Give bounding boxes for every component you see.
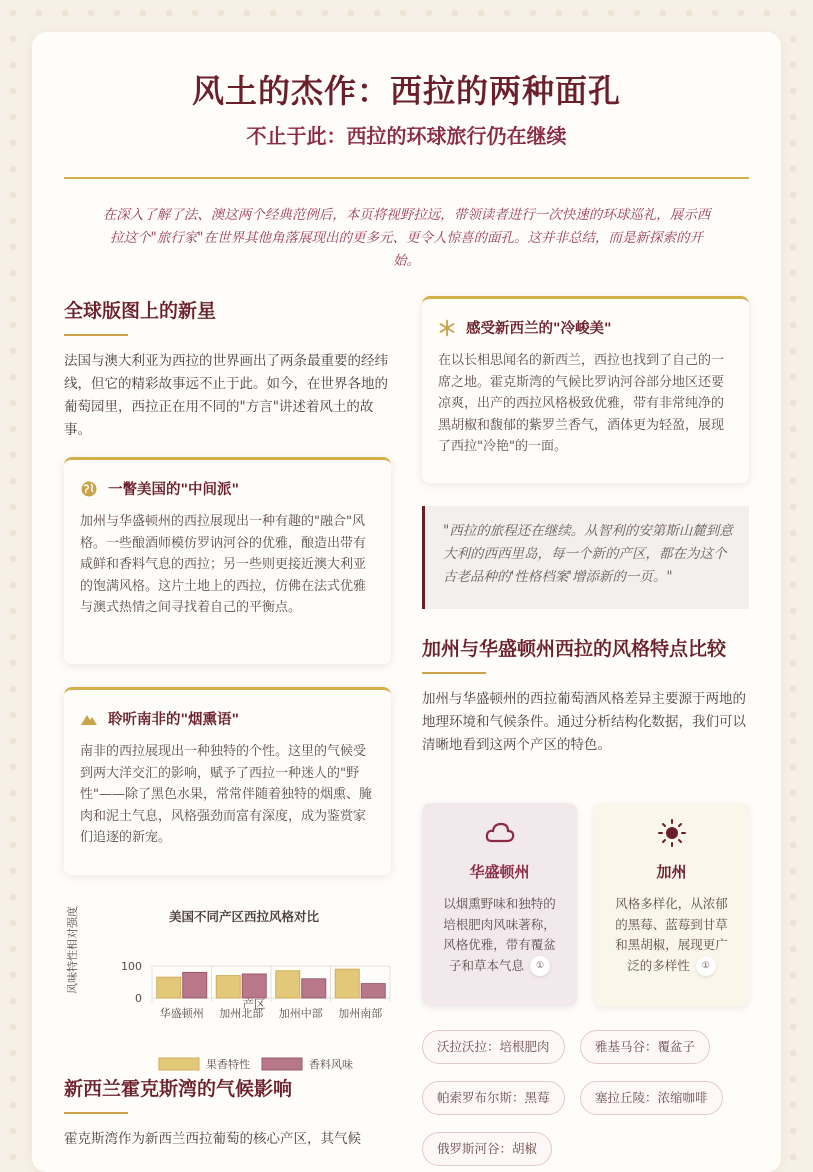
section-heading: 加州与华盛顿州西拉的风格特点比较 xyxy=(422,638,727,660)
section-global-stars xyxy=(64,294,391,442)
bar-spice xyxy=(242,974,266,998)
sun-icon xyxy=(656,819,688,847)
x-tick-label: 加州北部 xyxy=(219,1007,264,1020)
x-axis-label: 产区 xyxy=(242,997,266,1011)
flavor-tag[interactable]: 雅基马谷：覆盆子 xyxy=(580,1030,710,1064)
legend-swatch xyxy=(262,1058,302,1070)
card-new-zealand xyxy=(422,296,749,483)
region-description-text: 风格多样化，从浓郁的黑莓、蓝莓到甘草和黑胡椒，展现更广泛的多样性 xyxy=(615,896,728,973)
card-south-africa xyxy=(64,687,391,875)
region-name: 华盛顿州 xyxy=(469,863,530,881)
mountain-icon xyxy=(80,710,98,728)
section-heading: 新西兰霍克斯湾的气候影响 xyxy=(64,1078,293,1100)
blockquote: "西拉的旅程还在继续。从智利的安第斯山麓到意大利的西西里岛，每一个新的产区，都在为这个古老品种的'性格档案'增添新的一页。" xyxy=(422,506,749,609)
heading-underline xyxy=(64,1112,128,1114)
region-card-washington xyxy=(422,803,577,1006)
heading-underline xyxy=(64,334,128,336)
globe-icon xyxy=(80,480,98,498)
bar-chart xyxy=(64,898,394,1071)
card-text: 加州与华盛顿州的西拉展现出一种有趣的"融合"风格。一些酿酒师模仿罗讷河谷的优雅，酿造出带有咸鲜和香料气息的西拉；另一些则更接近澳大利亚的饱满风格。这片土地上的西拉，仿佛在法式优雅与澳式热情之间寻找着自己的平衡点。 xyxy=(80,514,367,615)
card-title: 聆听南非的"烟熏语" xyxy=(108,712,240,728)
section-nz-climate xyxy=(64,1072,391,1151)
card-usa xyxy=(64,457,391,664)
chart-title: 美国不同产区西拉风格对比 xyxy=(168,909,320,924)
section-text: 霍克斯湾作为新西兰西拉葡萄的核心产区，其气候 xyxy=(64,1131,361,1147)
x-tick-label: 加州南部 xyxy=(338,1007,383,1020)
section-comparison xyxy=(422,632,749,757)
bar-fruit xyxy=(276,971,300,998)
intro-text: 在深入了解了法、澳这两个经典范例后，本页将视野拉远，带领读者进行一次快速的环球巡礼，展示西拉这个"旅行家"在世界其他角落展现出的更多元、更令人惊喜的面孔。这并非总结，而是新探索的开始。 xyxy=(102,207,711,269)
cloud-icon xyxy=(484,819,516,847)
card-text: 南非的西拉展现出一种独特的个性。这里的气候受到两大洋交汇的影响，赋予了西拉一种迷人的"野性"——除了黑色水果，常常伴随着独特的烟熏、腌肉和泥土气息，风格强劲而富有深度，成为鉴赏家们追逐的新宠。 xyxy=(80,744,372,845)
card-title: 一瞥美国的"中间派" xyxy=(108,482,240,498)
flavor-tag[interactable]: 帕索罗布尔斯：黑莓 xyxy=(422,1081,565,1115)
bar-spice xyxy=(302,979,326,998)
flavor-tag[interactable]: 塞拉丘陵：浓缩咖啡 xyxy=(580,1081,723,1115)
legend-label: 香料风味 xyxy=(309,1058,353,1071)
snowflake-icon xyxy=(438,319,456,337)
info-icon[interactable]: ① xyxy=(696,956,716,976)
bar-fruit xyxy=(216,976,240,998)
y-axis-label: 风味特性相对强度 xyxy=(66,906,79,994)
card-title: 感受新西兰的"冷峻美" xyxy=(466,321,612,337)
card-header xyxy=(438,317,733,338)
y-tick-label: 0 xyxy=(135,992,142,1005)
bar-spice xyxy=(183,972,207,998)
x-tick-label: 华盛顿州 xyxy=(159,1007,204,1020)
x-tick-label: 加州中部 xyxy=(278,1007,323,1020)
title-divider xyxy=(64,177,749,179)
bar-spice xyxy=(361,984,385,998)
card-text: 在以长相思闻名的新西兰，西拉也找到了自己的一席之地。霍克斯湾的气候比罗讷河谷部分地区还要凉爽，出产的西拉风格极致优雅，带有非常纯净的黑胡椒和馥郁的紫罗兰香气，酒体更为轻盈，展现了西拉"冷艳"的一面。 xyxy=(438,353,725,454)
card-header xyxy=(80,478,375,499)
card-header xyxy=(80,708,375,729)
region-card-california xyxy=(594,803,749,1006)
bar-fruit xyxy=(335,969,359,998)
legend-swatch xyxy=(159,1058,199,1070)
y-tick-label: 100 xyxy=(121,960,142,973)
info-icon[interactable]: ① xyxy=(530,956,550,976)
section-text: 法国与澳大利亚为西拉的世界画出了两条最重要的经纬线，但它的精彩故事远不止于此。如今，在世界各地的葡萄园里，西拉正在用不同的"方言"讲述着风土的故事。 xyxy=(64,353,388,438)
region-description-text: 以烟熏野味和独特的培根肥肉风味著称，风格优雅，带有覆盆子和草本气息 xyxy=(443,896,556,973)
legend-label: 果香特性 xyxy=(206,1058,250,1071)
heading-underline xyxy=(422,672,486,674)
page-title: 风土的杰作：西拉的两种面孔 xyxy=(191,72,621,110)
section-heading: 全球版图上的新星 xyxy=(64,300,217,322)
page-card xyxy=(32,32,781,1172)
region-name: 加州 xyxy=(656,863,687,881)
page-subtitle: 不止于此：西拉的环球旅行仍在继续 xyxy=(246,124,567,148)
region-description xyxy=(422,894,577,976)
bar-fruit xyxy=(157,977,181,998)
flavor-tag[interactable]: 俄罗斯河谷：胡椒 xyxy=(422,1132,552,1166)
region-description xyxy=(594,894,749,976)
section-text: 加州与华盛顿州的西拉葡萄酒风格差异主要源于两地的地理环境和气候条件。通过分析结构化数据，我们可以清晰地看到这两个产区的特色。 xyxy=(422,691,746,753)
flavor-tag[interactable]: 沃拉沃拉：培根肥肉 xyxy=(422,1030,565,1064)
